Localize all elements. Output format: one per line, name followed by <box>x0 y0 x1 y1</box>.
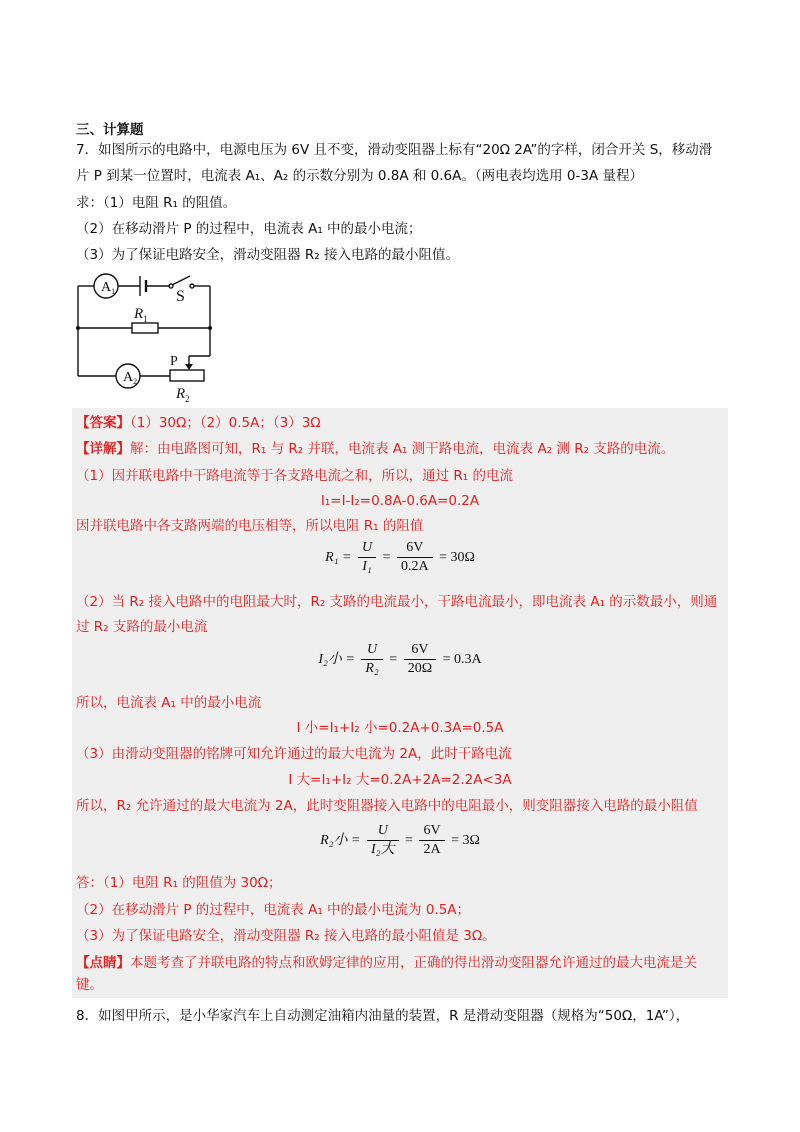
detail-p3b: 过 R₂ 支路的最小电流 <box>76 619 208 635</box>
q8-line1: 8．如图甲所示，是小华家汽车上自动测定油箱内油量的装置，R 是滑动变阻器（规格为“50Ω，1A”）， <box>76 1008 690 1024</box>
comment-line <box>76 953 697 973</box>
f6-result: = 3Ω <box>451 833 480 848</box>
r1-label: $R_1$ <box>134 306 148 324</box>
s-label: S <box>176 288 185 305</box>
answer-text: （1）30Ω；（2）0.5A；（3）3Ω <box>130 415 321 431</box>
comment-line-b: 键。 <box>76 977 103 993</box>
detail-p6: 所以，R₂ 允许通过的最大电流为 2A，此时变阻器接入电路中的电阻最小，则变阻器接入电路的最小阻值 <box>76 798 698 814</box>
a1-label: $A_1$ <box>101 280 116 296</box>
detail-tag: 【详解】 <box>76 441 130 457</box>
f2-result: = 30Ω <box>439 550 475 565</box>
f6-lhs: R₂小 = <box>320 833 361 848</box>
detail-p3a: （2）当 R₂ 接入电路中的电阻最大时，R₂ 支路的电流最小，干路电流最小，即电流表 A₁ 的示数最小，则通 <box>76 594 718 610</box>
conclusion-2: （2）在移动滑片 P 的过程中，电流表 A₁ 中的最小电流为 0.5A； <box>76 902 471 918</box>
q7-line2: 片 P 到某一位置时，电流表 A₁、A₂ 的示数分别为 0.8A 和 0.6A。（两电表均选用 0-3A 量程） <box>76 168 643 184</box>
section-title: 三、计算题 <box>76 122 144 138</box>
comment-text-a: 本题考查了并联电路的特点和欧姆定律的应用，正确的得出滑动变阻器允许通过的最大电流是关 <box>130 955 697 971</box>
formula-6: R₂小 = $\frac{U}{\text{I₂大}}$ = $\frac{6V}{2A}$ = 3Ω <box>320 823 480 858</box>
circuit-diagram <box>72 266 222 404</box>
q7-ask3: （3）为了保证电路安全，滑动变阻器 R₂ 接入电路的最小阻值。 <box>76 247 459 263</box>
f3-lhs: I₂小 = <box>318 652 355 667</box>
p-label: P <box>170 354 178 369</box>
formula-4: I 小=I₁+I₂ 小=0.2A+0.3A=0.5A <box>296 720 504 736</box>
f3-result: = 0.3A <box>442 652 482 667</box>
q7-ask2: （2）在移动滑片 P 的过程中，电流表 A₁ 中的最小电流； <box>76 221 422 237</box>
detail-p4: 所以，电流表 A₁ 中的最小电流 <box>76 695 262 711</box>
f2-lhs: R₁ = <box>325 550 352 565</box>
conclusion-3: （3）为了保证电路安全，滑动变阻器 R₂ 接入电路的最小阻值是 3Ω。 <box>76 928 496 944</box>
detail-p2: 因并联电路中各支路两端的电压相等，所以电阻 R₁ 的阻值 <box>76 518 424 534</box>
q7-line1: 7．如图所示的电路中，电源电压为 6V 且不变，滑动变阻器上标有“20Ω 2A”的字样，闭合开关 S，移动滑 <box>76 142 713 158</box>
detail-p5: （3）由滑动变阻器的铭牌可知允许通过的最大电流为 2A，此时干路电流 <box>76 746 512 762</box>
detail-line <box>76 439 674 459</box>
resistor-r2 <box>170 370 204 381</box>
detail-text: 解：由电路图可知，R₁ 与 R₂ 并联，电流表 A₁ 测干路电流，电流表 A₂ 测 R₂ 支路的电流。 <box>130 441 675 457</box>
switch-s <box>172 276 190 285</box>
formula-1: I₁=I-I₂=0.8A-0.6A=0.2A <box>320 493 480 509</box>
q7-ask1: 求：（1）电阻 R₁ 的阻值。 <box>76 195 237 211</box>
conclusion-1: 答：（1）电阻 R₁ 的阻值为 30Ω； <box>76 875 282 891</box>
comment-tag: 【点睛】 <box>76 955 130 971</box>
formula-2: R₁ = $\frac{U}{\text{I₁}}$ = $\frac{6V}{0.2A}$ = 30Ω <box>325 540 475 575</box>
a2-label: $A_2$ <box>123 370 138 386</box>
answer-tag: 【答案】 <box>76 415 130 431</box>
answer-line <box>76 413 321 433</box>
detail-p1: （1）因并联电路中干路电流等于各支路电流之和，所以，通过 R₁ 的电流 <box>76 468 513 484</box>
formula-3: I₂小 = $\frac{U}{\text{R₂}}$ = $\frac{6V}{20\Omega}$ = 0.3A <box>318 642 482 677</box>
r2-label: $R_2$ <box>176 386 190 404</box>
formula-5: I 大=I₁+I₂ 大=0.2A+2A=2.2A<3A <box>288 772 512 788</box>
resistor-r1 <box>132 323 158 333</box>
